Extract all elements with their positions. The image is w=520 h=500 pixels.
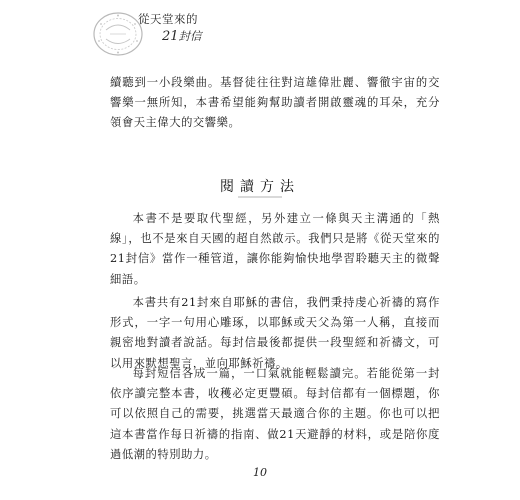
header-title [138,14,228,43]
page-number: 10 [253,466,267,479]
section-title: 閱讀方法 [220,179,300,195]
header-title-line2 [138,30,228,43]
paragraph-block-3 [110,364,440,465]
header-number: 21 [162,28,179,44]
title-ornament-icon [236,194,284,200]
paragraph: 本書共有21封來自耶穌的書信，我們秉持虔心祈禱的寫作形式，一字一句用心雕琢，以耶穌或天父為第一人稱，直接而親密地對讀者說話。每封信最後都提供一段聖經和祈禱文，可以用來默想聖言，並向耶穌祈禱。 [110,296,440,370]
header-title-suffix: 封信 [178,28,202,43]
paragraph-block-2 [110,293,440,374]
running-header [92,10,222,62]
header-title-line1: 從天堂來的 [138,12,198,26]
paragraph: 每封短信各成一篇，一口氣就能輕鬆讀完。若能從第一封依序讀完整本書，收穫必定更豐碩。每封信都有一個標題，你可以依照自己的需要，挑選當天最適合你的主題。你也可以把這本書當作每日祈禱的指南、做21天避靜的材料，或是陪你度過低潮的特別助力。 [110,367,440,461]
paragraph-block-1 [110,209,440,290]
intro-paragraph-block [110,73,440,134]
paragraph: 本書不是要取代聖經，另外建立一條與天主溝通的「熱線」，也不是來自天國的超自然啟示。我們只是將《從天堂來的21封信》當作一種管道，讓你能夠愉快地學習聆聽天主的微聲細語。 [110,212,440,286]
intro-paragraph: 續聽到一小段樂曲。基督徒往往對這雄偉壯麗、響徹宇宙的交響樂一無所知，本書希望能夠幫助讀者開啟靈魂的耳朵，充分領會天主偉大的交響樂。 [110,76,440,130]
